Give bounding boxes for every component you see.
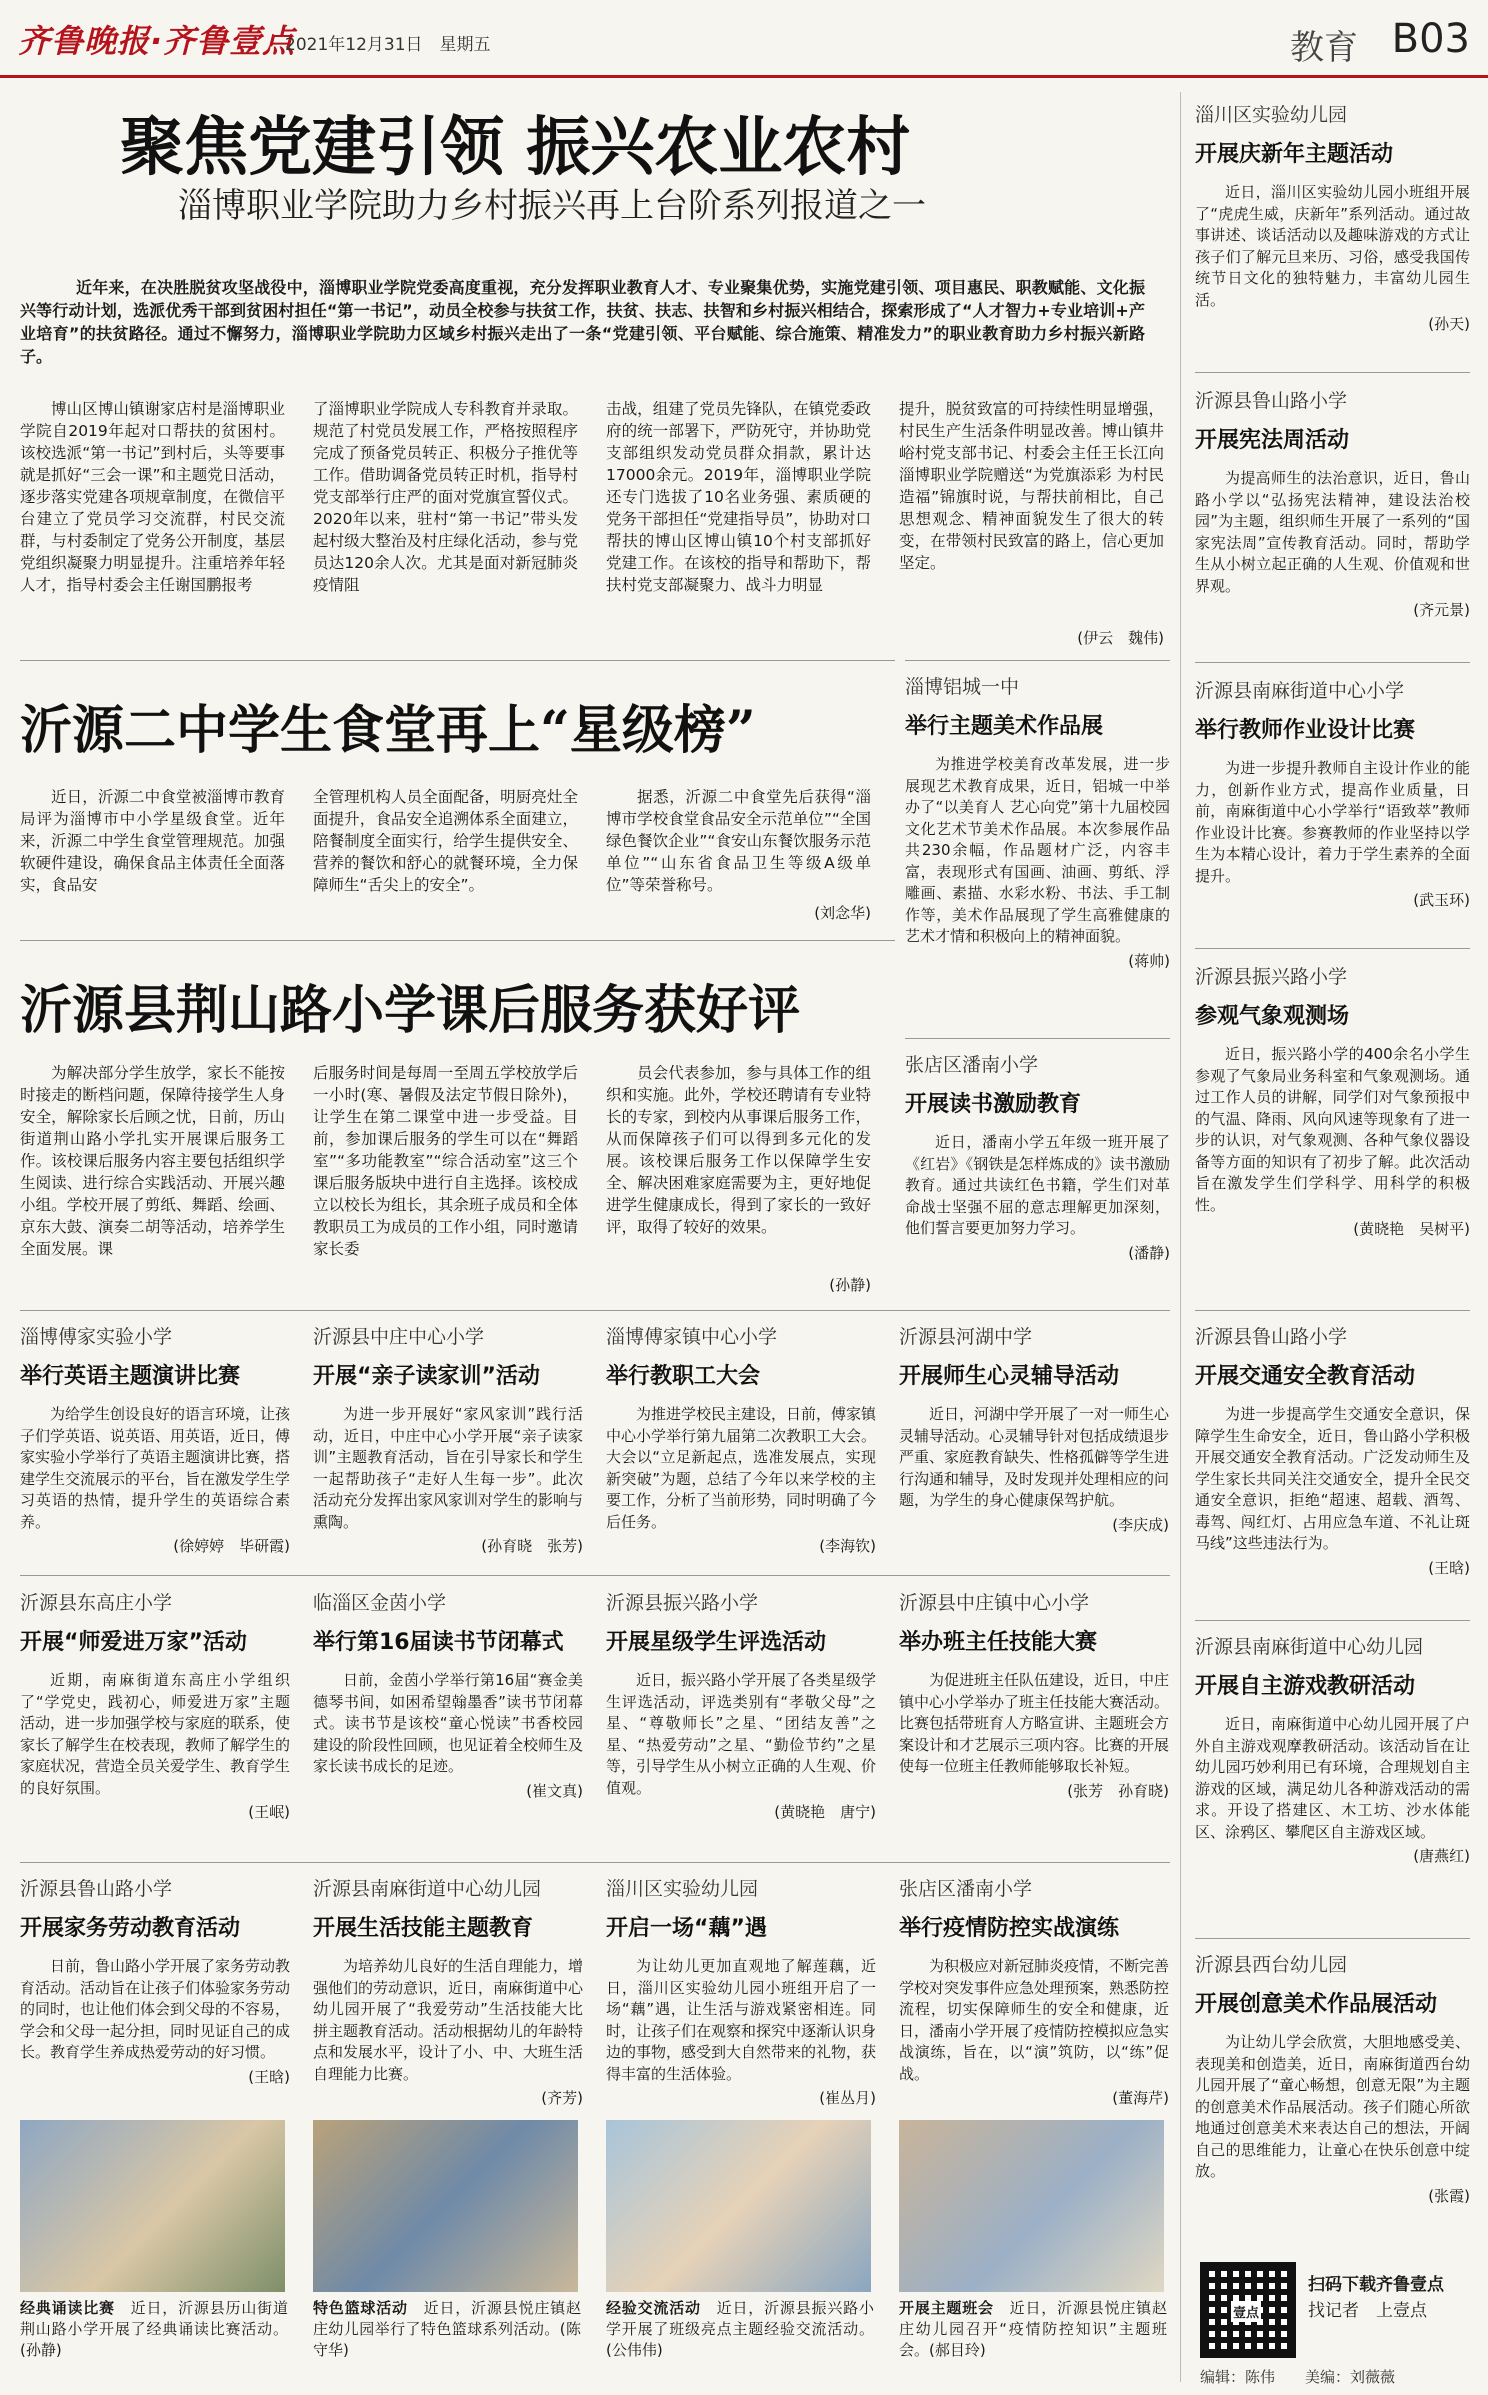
article-zhongzhuang-family-reading [313, 1322, 583, 1562]
article-body: 近日，振兴路小学开展了各类星级学生评选活动，评选类别有“孝敬父母”之星、“尊敬师长”之星、“团结友善”之星、“热爱劳动”之星、“勤俭节约”之星等，引导学生从小树立正确的人生观、价值观。 [606, 1671, 876, 1797]
article-kicker: 沂源县鲁山路小学 [1195, 390, 1348, 412]
article-body: 为促进班主任队伍建设，近日，中庄镇中心小学举办了班主任技能大赛活动。比赛包括带班育人方略宣讲、主题班会方案设计和才艺展示三项内容。比赛的开展使每一位班主任教师能够取长补短。 [899, 1671, 1169, 1775]
photo-experience-exchange [606, 2120, 871, 2292]
article-title: 举行教师作业设计比赛 [1195, 718, 1416, 743]
article-title: 开展家务劳动教育活动 [20, 1916, 241, 1941]
article-byline: (潘静) [1128, 1243, 1170, 1262]
article-body: 为进一步开展好“家风家训”践行活动，近日，中庄中心小学开展“亲子读家训”主题教育活动，旨在引导家长和学生一起帮助孩子“走好人生每一步”。此次活动充分发挥出家风家训对学生的影响与熏陶。 [313, 1405, 583, 1531]
divider [20, 660, 895, 661]
divider [1195, 1310, 1470, 1311]
lead-column-3: 击战，组建了党员先锋队，在镇党委政府的统一部署下，严防死守，并协助党支部组织发动党员群众捐款，累计达17000余元。2019年，淄博职业学院还专门选拔了10名业务强、素质硬的党务干部担任“党建指导员”，协助对口帮扶的博山区博山镇10个村支部抓好党建工作。在该校的指导和帮助下，帮扶村党支部凝聚力、战斗力明显 [606, 400, 871, 594]
article-title: 开展读书激励教育 [905, 1092, 1082, 1117]
article-title: 举行第16届读书节闭幕式 [313, 1630, 564, 1655]
article-byline: (崔文真) [526, 1781, 583, 1800]
article-byline: (唐燕红) [1413, 1847, 1470, 1865]
qr-logo-label: 壹点 [1231, 2301, 1261, 2322]
article-zhenxing-star-students [606, 1588, 876, 1850]
article-body: 为让幼儿更加直观地了解莲藕，近日，淄川区实验幼儿园小班组开启了一场“藕”遇，让生活与游戏紧密相连。同时，让孩子们在观察和探究中逐渐认识身边的事物，感受到大自然带来的礼物，获得丰富的生活体验。 [606, 1957, 876, 2083]
article-title: 参观气象观测场 [1195, 1004, 1350, 1029]
sidebar-article-6 [1195, 1632, 1470, 1944]
article-jinyin-reading-festival [313, 1588, 583, 1850]
divider [1195, 372, 1470, 373]
article-kicker: 淄川区实验幼儿园 [1195, 104, 1348, 126]
divider [20, 1862, 1170, 1863]
qr-code[interactable] [1200, 2262, 1296, 2358]
page-number: B03 [1391, 16, 1470, 62]
article-title: 开启一场“藕”遇 [606, 1916, 767, 1941]
article-body: 为推进学校民主建设，日前，傅家镇中心小学举行第九届第二次教职工大会。大会以“立足新起点，选准发展点，实现新突破”为题，总结了今年以来学校的主要工作，分析了当前形势，同时明确了今后任务。 [606, 1405, 876, 1531]
divider [20, 1575, 1170, 1576]
article-body: 为提高师生的法治意识，近日，鲁山路小学以“弘扬宪法精神，建设法治校园”为主题，组织师生开展了一系列的“国家宪法周”宣传教育活动。同时，帮助学生从小树立起正确的人生观、价值观和世界观。 [1195, 469, 1470, 595]
divider [1195, 1620, 1470, 1621]
article-kicker: 沂源县鲁山路小学 [1195, 1326, 1348, 1348]
article-kicker: 沂源县中庄中心小学 [313, 1326, 485, 1348]
article-byline: (李庆成) [1112, 1515, 1169, 1534]
article-byline: (王晗) [1428, 1558, 1470, 1577]
article-byline: (黄晓艳 唐宁) [774, 1803, 876, 1821]
sidebar-article-3 [1195, 676, 1470, 938]
article-donggaozhuang-home-visits [20, 1588, 290, 1850]
article-body: 近日，淄川区实验幼儿园小班组开展了“虎虎生威，庆新年”系列活动。通过故事讲述、谈话活动以及趣味游戏的方式让孩子们了解元旦来历、习俗，感受我国传统节日文化的独特魅力，丰富幼儿园生活。 [1195, 183, 1470, 309]
article-title: 举行疫情防控实战演练 [899, 1916, 1120, 1941]
article-pannan-epidemic-drill [899, 1874, 1169, 2112]
article-body: 日前，鲁山路小学开展了家务劳动教育活动。活动旨在让孩子们体验家务劳动的同时，也让他们体会到父母的不容易，学会和父母一起分担，同时见证自己的成长。教育学生养成热爱劳动的好习惯。 [20, 1957, 290, 2061]
lead-headline: 聚焦党建引领 振兴农业农村 [120, 110, 911, 185]
photo-caption: 经验交流活动 近日，沂源县振兴路小学开展了班级亮点主题经验交流活动。(公伟伟) [606, 2299, 874, 2359]
divider [1195, 1938, 1470, 1939]
article-kicker: 沂源县东高庄小学 [20, 1592, 173, 1614]
download-prompt [1308, 2272, 1478, 2324]
article-kicker: 沂源县南麻街道中心幼儿园 [1195, 1636, 1424, 1658]
article-body: 近日，南麻街道中心幼儿园开展了户外自主游戏观摩教研活动。该活动旨在让幼儿园巧妙利用已有环境，合理规划自主游戏的区域，满足幼儿各种游戏活动的需求。开设了搭建区、木工坊、沙水体能区、涂鸦区、攀爬区自主游戏区域。 [1195, 1715, 1470, 1841]
article-kicker: 张店区潘南小学 [905, 1054, 1039, 1076]
lead-column-1: 博山区博山镇谢家店村是淄博职业学院自2019年起对口帮扶的贫困村。该校选派“第一书记”到村后，头等要事就是抓好“三会一课”和主题党日活动，逐步落实党建各项规章制度，在微信平台建立了党员学习交流群，村民交流群，与村委制定了党务公开制度，基层党组织凝聚力明显提升。注重培养年轻人才，指导村委会主任谢国鹏报考 [20, 400, 285, 594]
divider [1195, 662, 1470, 663]
article-body: 为进一步提升教师自主设计作业的能力，创新作业方式，提高作业质量，日前，南麻街道中心小学举行“语致萃”教师作业设计比赛。参赛教师的作业坚持以学生为本精心设计，着力于学生素养的全面提升。 [1195, 759, 1470, 885]
article-zichuan-lotus-root [606, 1874, 876, 2112]
article-title: 举行教职工大会 [606, 1364, 761, 1389]
story3-byline: (孙静) [829, 1276, 871, 1294]
article-byline: (李海钦) [819, 1537, 876, 1555]
article-body: 近日，河湖中学开展了一对一师生心灵辅导活动。心灵辅导针对包括成绩退步严重、家庭教育缺失、性格孤僻等学生进行沟通和辅导，及时发现并处理相应的问题，为学生的身心健康保驾护航。 [899, 1405, 1169, 1509]
divider [905, 1038, 1170, 1039]
article-hehu-counseling [899, 1322, 1169, 1562]
article-title: 开展生活技能主题教育 [313, 1916, 534, 1941]
photo-caption: 开展主题班会 近日，沂源县悦庄镇赵庄幼儿园召开“疫情防控知识”主题班会。(郝目玲) [899, 2299, 1167, 2359]
sidebar-article-2 [1195, 386, 1470, 648]
photo-basketball-activity [313, 2120, 578, 2292]
article-kicker: 沂源县南麻街道中心幼儿园 [313, 1878, 542, 1900]
photo-caption: 经典诵读比赛 近日，沂源县历山街道荆山路小学开展了经典诵读比赛活动。(孙静) [20, 2299, 288, 2359]
story3-headline: 沂源县荆山路小学课后服务获好评 [20, 980, 801, 1041]
article-title: 举行英语主题演讲比赛 [20, 1364, 241, 1389]
article-title: 开展“亲子读家训”活动 [313, 1364, 540, 1389]
article-body: 为积极应对新冠肺炎疫情，不断完善学校对突发事件应急处理预案，熟悉防控流程，切实保障师生的安全和健康，近日，潘南小学开展了疫情防控模拟应急实战演练，旨在，以“演”筑防，以“练”促战。 [899, 1957, 1169, 2083]
article-title: 开展庆新年主题活动 [1195, 142, 1394, 167]
lead-subheadline: 淄博职业学院助力乡村振兴再上台阶系列报道之一 [178, 186, 926, 226]
article-kicker: 淄博铝城一中 [905, 676, 1020, 698]
article-pannan-reading [905, 1050, 1170, 1300]
article-body: 为推进学校美育改革发展，进一步展现艺术教育成果，近日，铝城一中举办了“以美育人 艺心向党”第十九届校园文化艺术节美术作品展。本次参展作品共230余幅，作品题材广泛，内容丰富，表现形式有国画、油画、剪纸、浮雕画、素描、水彩水粉、书法、手工制作等，美术作品展现了学生高雅健康的艺术才情和积极向上的精神面貌。 [905, 755, 1170, 945]
article-kicker: 沂源县西台幼儿园 [1195, 1954, 1348, 1976]
article-kicker: 张店区潘南小学 [899, 1878, 1033, 1900]
article-kicker: 沂源县南麻街道中心小学 [1195, 680, 1405, 702]
article-fujia-staff-meeting [606, 1322, 876, 1562]
article-byline: (张芳 孙育晓) [1067, 1781, 1169, 1800]
lead-byline: (伊云 魏伟) [1077, 629, 1164, 647]
article-body: 日前，金茵小学举行第16届“赛金美德琴书间，如困希望翰墨香”读书节闭幕式。读书节是该校“童心悦读”书香校园建设的阶段性回顾，也见证着全校师生及家长读书成长的足迹。 [313, 1671, 583, 1775]
article-byline: (王岷) [248, 1803, 290, 1821]
article-kicker: 沂源县鲁山路小学 [20, 1878, 173, 1900]
article-title: 举办班主任技能大赛 [899, 1630, 1098, 1655]
divider [905, 660, 1170, 661]
article-title: 开展宪法周活动 [1195, 428, 1350, 453]
article-byline: (王晗) [248, 2067, 290, 2086]
article-kicker: 淄博傅家实验小学 [20, 1326, 173, 1348]
article-title: 开展自主游戏教研活动 [1195, 1674, 1416, 1699]
article-zhongzhuang-teacher-skills [899, 1588, 1169, 1850]
download-line-2: 找记者 上壹点 [1308, 2301, 1427, 2321]
divider [20, 1310, 1170, 1311]
article-body: 近日，振兴路小学的400余名小学生参观了气象局业务科室和气象观测场。通过工作人员的讲解，同学们对气象预报中的气温、降雨、风向风速等现象有了进一步的认识，对气象观测、各种气象仪器设备等方面的知识有了初步了解。此次活动旨在激发学生们学科学、用科学的积极性。 [1195, 1045, 1470, 1214]
article-byline: (徐婷婷 毕研霞) [173, 1537, 290, 1555]
sidebar-article-5 [1195, 1322, 1470, 1640]
article-title: 举行主题美术作品展 [905, 714, 1104, 739]
story3-column-2: 后服务时间是每周一至周五学校放学后一小时(寒、暑假及法定节假日除外)，让学生在第二课堂中进一步受益。目前，参加课后服务的学生可以在“舞蹈室”“多功能教室”“综合活动室”这三个课后服务版块中进行自主选择。该校成立以校长为组长，其余班子成员和全体教职员工为成员的工作小组，同时邀请家长委 [313, 1064, 578, 1258]
article-byline: (武玉环) [1413, 891, 1470, 909]
article-byline: (齐元景) [1413, 601, 1470, 619]
article-body: 为培养幼儿良好的生活自理能力，增强他们的劳动意识，近日，南麻街道中心幼儿园开展了“我爱劳动”生活技能大比拼主题教育活动。活动根据幼儿的年龄特点和发展水平，设计了小、中、大班生活自理能力比赛。 [313, 1957, 583, 2083]
sidebar-article-1 [1195, 100, 1470, 356]
story2-column-2: 全管理机构人员全面配备，明厨亮灶全面提升，食品安全追溯体系全面建立，陪餐制度全面实行，给学生提供安全、营养的餐饮和舒心的就餐环境，全力保障师生“舌尖上的安全”。 [313, 788, 578, 894]
article-kicker: 沂源县河湖中学 [899, 1326, 1033, 1348]
lead-intro: 近年来，在决胜脱贫攻坚战役中，淄博职业学院党委高度重视，充分发挥职业教育人才、专业聚集优势，实施党建引领、项目惠民、职教赋能、文化振兴等行动计划，选派优秀干部到贫困村担任“第一书记”，动员全校参与扶贫工作，扶贫、扶志、扶智和乡村振兴相结合，探索形成了“人才智力+专业培训+产业培育”的扶贫路径。通过不懈努力，淄博职业学院助力区域乡村振兴走出了一条“党建引领、平台赋能、综合施策、精准发力”的职业教育助力乡村振兴新路子。 [20, 278, 1145, 366]
article-byline: (孙天) [1428, 315, 1470, 333]
article-body: 近日，潘南小学五年级一班开展了《红岩》《钢铁是怎样炼成的》读书激励教育。通过共读红色书籍，学生们对革命战士坚强不屈的意志理解更加深刻，他们誓言要更加努力学习。 [905, 1133, 1170, 1237]
article-body: 为进一步提高学生交通安全意识，保障学生生命安全，近日，鲁山路小学积极开展交通安全教育活动。广泛发动师生及学生家长共同关注交通安全，提升全民交通安全意识，拒绝“超速、超载、酒驾、毒驾、闯红灯、占用应急车道、不礼让斑马线”这些违法行为。 [1195, 1405, 1470, 1552]
article-kicker: 沂源县振兴路小学 [606, 1592, 759, 1614]
story2-headline: 沂源二中学生食堂再上“星级榜” [20, 700, 756, 761]
article-kicker: 沂源县振兴路小学 [1195, 966, 1348, 988]
article-byline: (齐芳) [541, 2089, 583, 2107]
photo-caption: 特色篮球活动 近日，沂源县悦庄镇赵庄幼儿园举行了特色篮球系列活动。(陈守华) [313, 2299, 581, 2359]
article-aluminum-city-art-show [905, 672, 1170, 1032]
article-body: 为给学生创设良好的语言环境，让孩子们学英语、说英语、用英语，近日，傅家实验小学举行了英语主题演讲比赛，搭建学生交流展示的平台，旨在激发学生学习英语的热情，提升学生的英语综合素养。 [20, 1405, 290, 1531]
article-body: 为让幼儿学会欣赏，大胆地感受美、表现美和创造美，近日，南麻街道西台幼儿园开展了“童心畅想，创意无限”为主题的创意美术作品展活动。孩子们随心所欲地通过创意美术来表达自己的想法，开阔自己的思维能力，让童心在快乐创意中绽放。 [1195, 2033, 1470, 2180]
lead-column-2: 了淄博职业学院成人专科教育并录取。规范了村党员发展工作，严格按照程序完成了预备党员转正、积极分子推优等工作。借助调备党员转正时机，指导村党支部举行庄严的面对党旗宣誓仪式。2020年以来，驻村“第一书记”带头发起村级大整治及村庄绿化活动，参与党员达120余人次。尤其是面对新冠肺炎疫情阻 [313, 400, 578, 594]
article-byline: (孙育晓 张芳) [481, 1537, 583, 1555]
article-byline: (蒋帅) [1128, 951, 1170, 970]
lead-column-4: 提升，脱贫致富的可持续性明显增强，村民生产生活条件明显改善。博山镇井峪村党支部书记、村委会主任王长江向淄博职业学院赠送“为党旗添彩 为村民造福”锦旗时说，与帮扶前相比，自己思想观念、精神面貌发生了很大的转变，在带领村民致富的路上，信心更加坚定。 [899, 400, 1164, 572]
article-nanma-life-skills [313, 1874, 583, 2112]
divider [20, 940, 895, 941]
article-title: 开展“师爱进万家”活动 [20, 1630, 247, 1655]
divider [1195, 948, 1470, 949]
section-name: 教育 [1290, 28, 1358, 68]
article-fujia-english-speech [20, 1322, 290, 1562]
article-byline: (黄晓艳 吴树平) [1353, 1220, 1470, 1238]
article-byline: (董海芹) [1112, 2089, 1169, 2107]
story2-byline: (刘念华) [814, 904, 871, 922]
sidebar-article-7 [1195, 1950, 1470, 2250]
article-kicker: 沂源县中庄镇中心小学 [899, 1592, 1090, 1614]
article-lushan-housework [20, 1874, 290, 2112]
article-byline: (张霞) [1428, 2186, 1470, 2205]
download-line-1: 扫码下载齐鲁壹点 [1308, 2275, 1444, 2295]
issue-date: 2021年12月31日 星期五 [285, 35, 491, 55]
article-title: 开展交通安全教育活动 [1195, 1364, 1416, 1389]
article-title: 开展创意美术作品展活动 [1195, 1992, 1438, 2017]
article-title: 开展星级学生评选活动 [606, 1630, 827, 1655]
masthead [0, 0, 1488, 78]
editor-credits: 编辑：陈伟 美编：刘薇薇 [1200, 2368, 1396, 2386]
story2-column-1: 近日，沂源二中食堂被淄博市教育局评为淄博市中小学星级食堂。近年来，沂源二中学生食堂管理规范。加强软硬件建设，确保食品主体责任全面落实，食品安 [20, 788, 285, 894]
sidebar-article-4 [1195, 962, 1470, 1302]
sidebar-divider [1180, 92, 1181, 2382]
photo-class-meeting [899, 2120, 1164, 2292]
photo-recitation-contest [20, 2120, 285, 2292]
article-body: 近期，南麻街道东高庄小学组织了“学党史，践初心，师爱进万家”主题活动，进一步加强学校与家庭的联系，使家长了解学生在校表现，教师了解学生的家庭状况，营造全员关爱学生、教育学生的良好氛围。 [20, 1671, 290, 1797]
story3-column-1: 为解决部分学生放学，家长不能按时接走的断档问题，保障待接学生人身安全，解除家长后顾之忧，日前，历山街道荆山路小学扎实开展课后服务工作。该校课后服务内容主要包括组织学生阅读、进行综合实践活动、开展兴趣小组。学校开展了剪纸、舞蹈、绘画、京东大鼓、演奏二胡等活动，培养学生全面发展。课 [20, 1064, 285, 1258]
article-kicker: 淄川区实验幼儿园 [606, 1878, 759, 1900]
story3-column-3: 员会代表参加，参与具体工作的组织和实施。此外，学校还聘请有专业特长的专家，到校内从事课后服务工作，从而保障孩子们可以得到多元化的发展。该校课后服务工作以保障学生安全、解决困难家庭需要为主，更好地促进学生健康成长，得到了家长的一致好评，取得了较好的效果。 [606, 1064, 871, 1236]
newspaper-logo: 齐鲁晚报·齐鲁壹点 [18, 22, 296, 60]
story2-column-3: 据悉，沂源二中食堂先后获得“淄博市学校食堂食品安全示范单位”“全国绿色餐饮企业”“食安山东餐饮服务示范单位”“山东省食品卫生等级A级单位”等荣誉称号。 [606, 788, 871, 894]
article-title: 开展师生心灵辅导活动 [899, 1364, 1120, 1389]
article-byline: (崔丛月) [819, 2089, 876, 2107]
article-kicker: 临淄区金茵小学 [313, 1592, 447, 1614]
article-kicker: 淄博傅家镇中心小学 [606, 1326, 778, 1348]
